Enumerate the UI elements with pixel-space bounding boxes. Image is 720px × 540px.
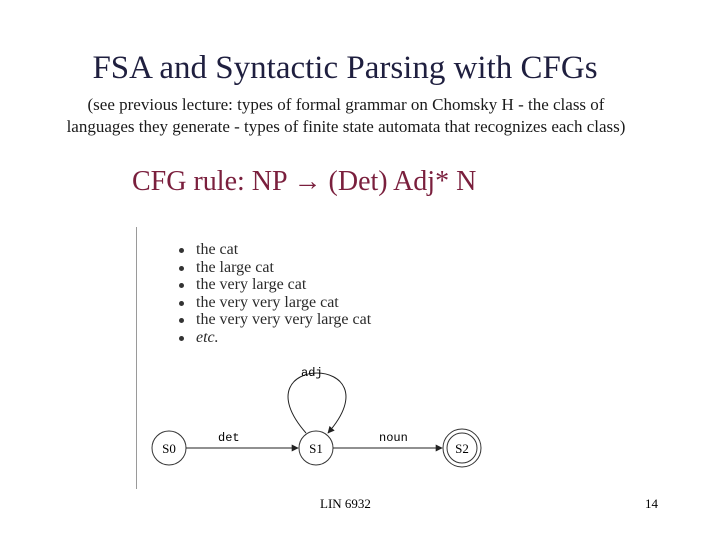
transition-noun-label: noun bbox=[379, 431, 408, 445]
example-item: the very very large cat bbox=[176, 294, 371, 312]
transition-adj-label: adj bbox=[301, 366, 323, 380]
footer-course: LIN 6932 bbox=[320, 496, 371, 511]
fsa-figure bbox=[136, 225, 506, 495]
example-item: the large cat bbox=[176, 259, 371, 277]
transition-adj-loop bbox=[288, 373, 346, 433]
cfg-rule: CFG rule: NP → (Det) Adj* N bbox=[132, 166, 477, 197]
state-s2-label: S2 bbox=[455, 441, 469, 456]
example-phrase-list bbox=[176, 241, 371, 347]
page-number: 14 bbox=[645, 496, 658, 511]
state-s0-label: S0 bbox=[162, 441, 176, 456]
subtitle-line-1: (see previous lecture: types of formal grammar on Chomsky H - the class of bbox=[87, 95, 605, 114]
fsa-diagram bbox=[136, 355, 506, 470]
transition-det-label: det bbox=[218, 431, 240, 445]
example-item: the cat bbox=[176, 241, 371, 259]
slide-subtitle bbox=[6, 94, 686, 138]
subtitle-line-2: languages they generate - types of finite state automata that recognizes each class) bbox=[66, 117, 626, 136]
slide-title: FSA and Syntactic Parsing with CFGs bbox=[92, 50, 598, 86]
example-item-etc: etc. bbox=[176, 329, 371, 347]
state-s1-label: S1 bbox=[309, 441, 323, 456]
example-item: the very very very large cat bbox=[176, 311, 371, 329]
example-item: the very large cat bbox=[176, 276, 371, 294]
